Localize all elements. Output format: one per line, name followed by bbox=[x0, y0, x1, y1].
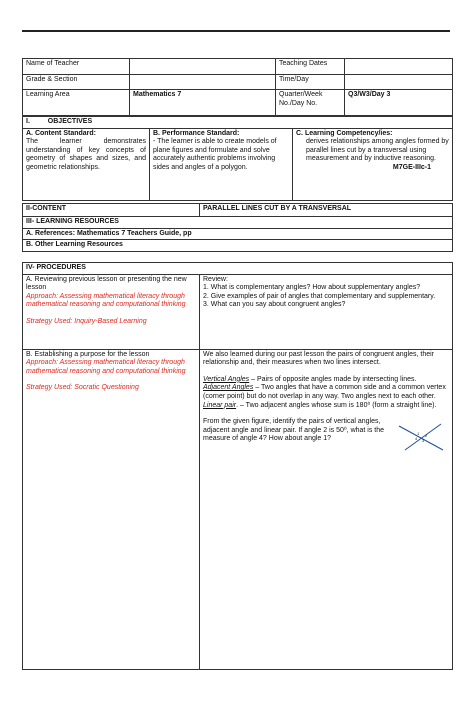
quarter-week-label: Quarter/Week No./Day No. bbox=[276, 90, 345, 116]
quarter-week-value: Q3/W3/Day 3 bbox=[345, 90, 453, 116]
competency-cell bbox=[293, 128, 453, 200]
references-row: A. References: Mathematics 7 Teachers Guide, pp bbox=[23, 228, 453, 240]
linear-pair-term: Linear pair bbox=[203, 401, 237, 409]
vertical-angles-text: – Pairs of opposite angles made by intersecting lines. bbox=[249, 375, 417, 383]
review-label: Review: bbox=[203, 275, 228, 283]
competency-text: derives relationships among angles formed by parallel lines cut by a transversal using measurement and by inductive reasoning. bbox=[306, 138, 449, 163]
svg-text:4: 4 bbox=[415, 436, 418, 442]
procedure-a-right bbox=[200, 274, 453, 349]
content-standard-text: The learner demonstrates understanding of key concepts of geometry of shapes and sizes, and geometric relationships. bbox=[26, 138, 146, 171]
figure-question: From the given figure, identify the pairs of vertical angles, adjacent angle and linear pair. If angle 2 is 50⁰, what is the measure of angle 4? How about angle 1? bbox=[203, 418, 385, 443]
svg-text:1: 1 bbox=[417, 431, 420, 437]
top-rule bbox=[22, 30, 450, 32]
linear-pair-text: . – Two adjacent angles whose sum is 180⁰ (form a straight line). bbox=[236, 401, 437, 409]
procedure-b-left bbox=[23, 349, 200, 669]
name-of-teacher-label: Name of Teacher bbox=[23, 59, 130, 75]
review-question-2: 2. Give examples of pair of angles that complementary and supplementary. bbox=[203, 292, 436, 300]
svg-text:3: 3 bbox=[422, 438, 425, 444]
adjacent-angles-term: Adjacent Angles bbox=[203, 384, 254, 392]
procedures-table bbox=[22, 262, 453, 670]
procedure-b-intro: We also learned during our past lesson the pairs of congruent angles, their relationship and, their measures when two lines intersect. bbox=[203, 350, 435, 367]
procedure-b-approach: Approach: Assessing mathematical literacy through mathematical reasoning and computational thinking bbox=[26, 359, 186, 375]
procedure-b-right bbox=[200, 349, 453, 669]
time-day-label: Time/Day bbox=[276, 75, 345, 90]
teaching-dates-value[interactable] bbox=[345, 59, 453, 75]
adjacent-angles-text: – Two angles that have a common side and a common vertex (corner point) but do not overlap in any way. Two angles next to each other. bbox=[203, 384, 446, 400]
svg-text:2: 2 bbox=[425, 433, 428, 439]
content-label: II-CONTENT bbox=[23, 204, 200, 217]
procedure-b-title: B. Establishing a purpose for the lesson bbox=[26, 350, 150, 358]
procedure-a-approach: Approach: Assessing mathematical literacy through mathematical reasoning and computational thinking bbox=[26, 292, 186, 309]
linear-pair-def bbox=[203, 402, 449, 411]
procedure-a-strategy: Strategy Used: Inquiry-Based Learning bbox=[26, 317, 147, 325]
figure-question-block bbox=[203, 418, 449, 444]
procedure-a-title: A. Reviewing previous lesson or presenting the new lesson bbox=[26, 275, 187, 292]
learning-area-label: Learning Area bbox=[23, 90, 130, 116]
other-resources-row: B. Other Learning Resources bbox=[23, 240, 453, 252]
performance-standard-text: - The learner is able to create models of plane figures and formulate and solve accurately authentic problems involving sides and angles of a polygon. bbox=[153, 138, 277, 171]
time-day-value[interactable] bbox=[345, 75, 453, 90]
review-question-3: 3. What can you say about congruent angles? bbox=[203, 301, 346, 309]
vertical-angles-def bbox=[203, 376, 449, 385]
performance-standard-title: B. Performance Standard: bbox=[153, 129, 240, 137]
name-of-teacher-value[interactable] bbox=[130, 59, 276, 75]
learning-area-value: Mathematics 7 bbox=[130, 90, 276, 116]
competency-title: C. Learning Competency/ies: bbox=[296, 129, 393, 137]
competency-code: M7GE-IIIc-1 bbox=[392, 163, 432, 171]
resources-heading: III- LEARNING RESOURCES bbox=[23, 217, 453, 229]
objectives-heading bbox=[23, 117, 453, 129]
procedures-heading: IV- PROCEDURES bbox=[23, 263, 453, 275]
procedure-b-strategy: Strategy Used: Socratic Questioning bbox=[26, 384, 139, 392]
review-question-1: 1. What is complementary angles? How about supplementary angles? bbox=[203, 284, 421, 292]
performance-standard-cell bbox=[150, 128, 293, 200]
adjacent-angles-def bbox=[203, 384, 449, 401]
grade-section-label: Grade & Section bbox=[23, 75, 130, 90]
content-value: PARALLEL LINES CUT BY A TRANSVERSAL bbox=[200, 204, 453, 217]
teaching-dates-label: Teaching Dates bbox=[276, 59, 345, 75]
intersecting-lines-figure bbox=[397, 420, 445, 454]
procedure-a-left bbox=[23, 274, 200, 349]
content-table bbox=[22, 203, 453, 252]
content-standard-title: A. Content Standard: bbox=[26, 129, 96, 137]
objectives-table bbox=[22, 116, 453, 201]
header-table bbox=[22, 58, 453, 116]
vertical-angles-term: Vertical Angles bbox=[203, 375, 250, 383]
content-standard-cell bbox=[23, 128, 150, 200]
grade-section-value[interactable] bbox=[130, 75, 276, 90]
objectives-heading-num: I. bbox=[26, 118, 30, 125]
objectives-heading-text: OBJECTIVES bbox=[47, 118, 93, 125]
